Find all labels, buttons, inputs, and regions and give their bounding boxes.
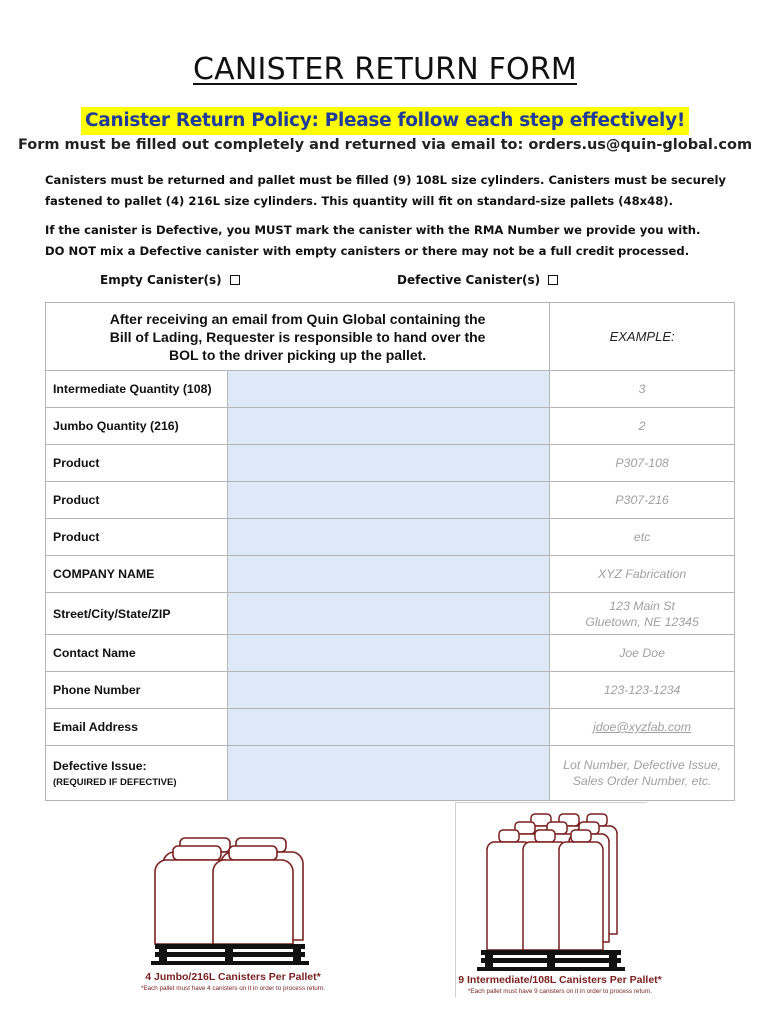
pallet-base bbox=[151, 944, 309, 965]
jumbo-pallet-note: *Each pallet must have 4 canisters on it in order to process return. bbox=[140, 985, 326, 992]
empty-canister-label: Empty Canister(s) bbox=[100, 273, 222, 287]
bol-instruction-line: BOL to the driver picking up the pallet. bbox=[168, 346, 427, 363]
jumbo-quantity-input[interactable] bbox=[236, 419, 541, 433]
example-line: Lot Number, Defective Issue, bbox=[563, 758, 722, 772]
address-cell[interactable] bbox=[227, 593, 549, 635]
example-value: 3 bbox=[550, 371, 735, 408]
email-address-input[interactable] bbox=[236, 720, 541, 734]
field-label: Product bbox=[46, 445, 228, 482]
product-3-input[interactable] bbox=[236, 530, 541, 544]
contact-name-input[interactable] bbox=[236, 646, 541, 660]
return-form-table bbox=[45, 302, 735, 801]
intermediate-pallet-illustration bbox=[455, 802, 665, 997]
table-row bbox=[46, 746, 735, 801]
defective-canister-option[interactable] bbox=[397, 273, 558, 287]
bol-instruction-line: After receiving an email from Quin Global containing the bbox=[109, 310, 486, 327]
field-label: Contact Name bbox=[46, 635, 228, 672]
policy-text: Canister Return Policy: Please follow each step effectively! bbox=[81, 107, 689, 135]
form-title: CANISTER RETURN FORM bbox=[193, 52, 577, 87]
jumbo-pallet-illustration bbox=[133, 822, 333, 1002]
defective-issue-sublabel: (REQUIRED IF DEFECTIVE) bbox=[53, 776, 177, 788]
table-row bbox=[46, 593, 735, 635]
product-2-input[interactable] bbox=[236, 493, 541, 507]
table-row bbox=[46, 482, 735, 519]
example-line: Sales Order Number, etc. bbox=[572, 774, 712, 788]
intermediate-pallet-caption: 9 Intermediate/108L Canisters Per Pallet* bbox=[458, 974, 662, 986]
jumbo-pallet-caption: 4 Jumbo/216L Canisters Per Pallet* bbox=[145, 971, 321, 983]
product-3-cell[interactable] bbox=[227, 519, 549, 556]
policy-banner bbox=[0, 107, 770, 135]
email-address-cell[interactable] bbox=[227, 709, 549, 746]
intermediate-quantity-input[interactable] bbox=[236, 382, 541, 396]
example-header: EXAMPLE: bbox=[550, 303, 735, 371]
defective-paragraph bbox=[45, 220, 735, 262]
field-label: Email Address bbox=[46, 709, 228, 746]
product-1-input[interactable] bbox=[236, 456, 541, 470]
table-row bbox=[46, 672, 735, 709]
field-label bbox=[46, 746, 228, 801]
example-value: Joe Doe bbox=[550, 635, 735, 672]
example-value: XYZ Fabrication bbox=[550, 556, 735, 593]
contact-name-cell[interactable] bbox=[227, 635, 549, 672]
field-label: COMPANY NAME bbox=[46, 556, 228, 593]
example-value: etc bbox=[550, 519, 735, 556]
requirements-line-1: Canisters must be returned and pallet must be filled (9) 108L size cylinders. Canisters must be securely bbox=[45, 173, 726, 187]
bol-instruction-line: Bill of Lading, Requester is responsible to hand over the bbox=[109, 328, 486, 345]
table-row bbox=[46, 556, 735, 593]
jumbo-canisters-pallet-image bbox=[133, 822, 333, 967]
example-line: 123 Main St bbox=[609, 598, 675, 613]
example-value: 123-123-1234 bbox=[550, 672, 735, 709]
empty-canister-checkbox[interactable] bbox=[230, 275, 240, 285]
example-value bbox=[550, 746, 735, 801]
phone-number-input[interactable] bbox=[236, 683, 541, 697]
company-name-cell[interactable] bbox=[227, 556, 549, 593]
table-row bbox=[46, 519, 735, 556]
intermediate-pallet-note: *Each pallet must have 9 canisters on it in order to process return. bbox=[467, 988, 653, 995]
address-input[interactable] bbox=[236, 607, 541, 621]
table-row bbox=[46, 445, 735, 482]
example-value: P307-108 bbox=[550, 445, 735, 482]
image-frame bbox=[455, 802, 647, 997]
defective-issue-input[interactable] bbox=[236, 766, 541, 780]
field-label: Product bbox=[46, 482, 228, 519]
table-row bbox=[46, 371, 735, 408]
defective-line-2: DO NOT mix a Defective canister with empty canisters or there may not be a full credit processed. bbox=[45, 244, 690, 258]
intermediate-quantity-cell[interactable] bbox=[227, 371, 549, 408]
phone-number-cell[interactable] bbox=[227, 672, 549, 709]
product-2-cell[interactable] bbox=[227, 482, 549, 519]
field-label: Product bbox=[46, 519, 228, 556]
example-line: Gluetown, NE 12345 bbox=[585, 614, 699, 629]
table-row bbox=[46, 709, 735, 746]
example-value bbox=[550, 709, 735, 746]
field-label: Jumbo Quantity (216) bbox=[46, 408, 228, 445]
example-email: jdoe@xyzfab.com bbox=[593, 720, 692, 734]
requirements-paragraph bbox=[45, 170, 735, 212]
defective-issue-label: Defective Issue: bbox=[53, 758, 147, 773]
jumbo-quantity-cell[interactable] bbox=[227, 408, 549, 445]
product-1-cell[interactable] bbox=[227, 445, 549, 482]
defective-canister-checkbox[interactable] bbox=[548, 275, 558, 285]
defective-line-1: If the canister is Defective, you MUST mark the canister with the RMA Number we provide you with. bbox=[45, 223, 701, 237]
defective-canister-label: Defective Canister(s) bbox=[397, 273, 541, 287]
bol-instructions bbox=[46, 303, 550, 371]
example-value: 2 bbox=[550, 408, 735, 445]
table-row bbox=[46, 408, 735, 445]
requirements-line-2: fastened to pallet (4) 216L size cylinders. This quantity will fit on standard-size pallets (48x48). bbox=[45, 194, 673, 208]
empty-canister-option[interactable] bbox=[100, 273, 240, 287]
field-label: Intermediate Quantity (108) bbox=[46, 371, 228, 408]
return-email-instruction: Form must be filled out completely and returned via email to: orders.us@quin-global.com bbox=[17, 137, 753, 153]
table-row bbox=[46, 635, 735, 672]
defective-issue-cell[interactable] bbox=[227, 746, 549, 801]
example-value bbox=[550, 593, 735, 635]
example-value: P307-216 bbox=[550, 482, 735, 519]
field-label: Street/City/State/ZIP bbox=[46, 593, 228, 635]
company-name-input[interactable] bbox=[236, 567, 541, 581]
field-label: Phone Number bbox=[46, 672, 228, 709]
